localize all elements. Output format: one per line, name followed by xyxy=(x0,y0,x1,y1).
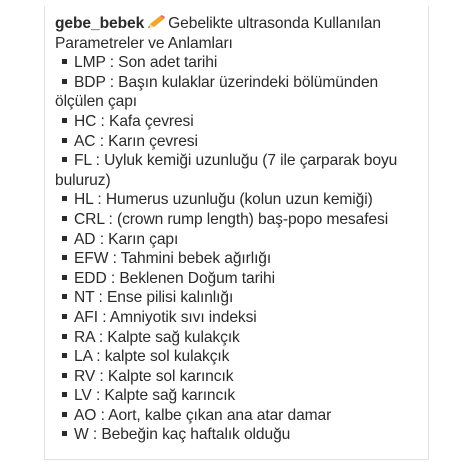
bullet-icon xyxy=(62,373,67,378)
post-caption-block xyxy=(55,14,427,445)
parameter-list-item xyxy=(55,328,427,348)
parameter-text: RA : Kalpte sağ kulakçık xyxy=(74,328,240,346)
bullet-icon xyxy=(62,118,67,123)
parameter-list-item xyxy=(55,53,427,73)
parameter-text: FL : Uyluk kemiği uzunluğu (7 ile çarparak boyu buluruz) xyxy=(55,152,398,189)
bullet-icon xyxy=(62,255,67,260)
parameter-list-item xyxy=(55,347,427,367)
parameter-list-item xyxy=(55,425,427,445)
parameter-text: LMP : Son adet tarihi xyxy=(74,54,218,72)
caption-text: Gebelikte ultrasonda Kullanılan Parametreler ve Anlamları xyxy=(55,15,381,52)
pencil-icon xyxy=(147,15,166,29)
bullet-icon xyxy=(62,216,67,221)
bullet-icon xyxy=(62,59,67,64)
bullet-icon xyxy=(62,431,67,436)
parameter-list-item xyxy=(55,112,427,132)
parameter-list-item xyxy=(55,230,427,250)
bullet-icon xyxy=(62,392,67,397)
parameter-list-item xyxy=(55,190,427,210)
parameter-list-item xyxy=(55,386,427,406)
parameter-text: EDD : Beklenen Doğum tarihi xyxy=(74,269,275,287)
parameter-text: RV : Kalpte sol karıncık xyxy=(74,367,234,385)
username-link[interactable]: gebe_bebek xyxy=(55,15,145,32)
parameter-text: AFI : Amniyotik sıvı indeksi xyxy=(74,308,257,326)
bullet-icon xyxy=(62,412,67,417)
parameter-text: W : Bebeğin kaç haftalık olduğu xyxy=(74,426,291,444)
parameter-list-item xyxy=(55,73,427,112)
parameter-list-item xyxy=(55,132,427,152)
post-caption xyxy=(55,14,427,53)
parameter-list-item xyxy=(55,151,427,190)
bullet-icon xyxy=(62,353,67,358)
parameter-list-item xyxy=(55,367,427,387)
parameter-list-item xyxy=(55,249,427,269)
parameter-list-item xyxy=(55,210,427,230)
bullet-icon xyxy=(62,79,67,84)
parameter-text: LA : kalpte sol kulakçık xyxy=(74,348,230,366)
parameter-text: AO : Aort, kalbe çıkan ana atar damar xyxy=(74,406,332,424)
bullet-icon xyxy=(62,157,67,162)
bullet-icon xyxy=(62,334,67,339)
bullet-icon xyxy=(62,138,67,143)
bullet-icon xyxy=(62,294,67,299)
parameter-list-item xyxy=(55,308,427,328)
bullet-icon xyxy=(62,196,67,201)
bullet-icon xyxy=(62,314,67,319)
parameter-text: CRL : (crown rump length) baş-popo mesafesi xyxy=(74,210,389,228)
parameter-text: EFW : Tahmini bebek ağırlığı xyxy=(74,250,272,268)
post-card xyxy=(44,6,429,460)
parameter-text: LV : Kalpte sağ karıncık xyxy=(74,387,236,405)
parameter-text: BDP : Başın kulaklar üzerindeki bölümünden ölçülen çapı xyxy=(55,73,379,111)
parameter-text: HC : Kafa çevresi xyxy=(74,112,194,130)
bullet-icon xyxy=(62,236,67,241)
parameter-list-item xyxy=(55,288,427,308)
bullet-icon xyxy=(62,275,67,280)
parameter-text: AD : Karın çapı xyxy=(74,230,179,248)
parameter-text: NT : Ense pilisi kalınlığı xyxy=(74,289,234,307)
parameter-text: HL : Humerus uzunluğu (kolun uzun kemiği) xyxy=(74,191,373,209)
parameter-list xyxy=(55,53,427,445)
parameter-text: AC : Karın çevresi xyxy=(74,132,198,150)
parameter-list-item xyxy=(55,269,427,289)
parameter-list-item xyxy=(55,406,427,426)
